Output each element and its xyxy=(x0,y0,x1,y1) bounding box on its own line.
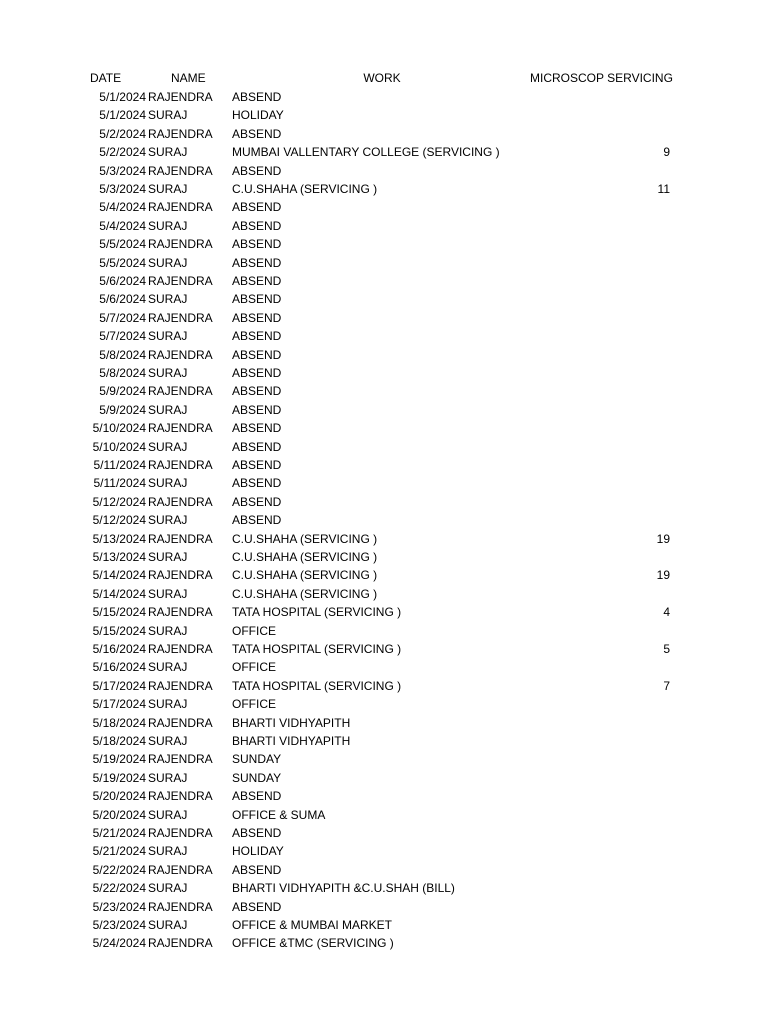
name-cell: RAJENDRA xyxy=(148,90,213,104)
microscope-servicing-cell xyxy=(540,364,670,382)
date-cell: 5/11/2024 xyxy=(93,458,146,472)
work-cell: ABSEND xyxy=(232,402,282,417)
name-cell: SURAJ xyxy=(148,807,188,822)
date-cell: 5/7/2024 xyxy=(99,329,146,344)
table-row xyxy=(0,254,768,272)
name-cell: RAJENDRA xyxy=(148,126,213,141)
microscope-servicing-cell xyxy=(540,327,670,345)
name-cell: SURAJ xyxy=(148,439,188,454)
microscope-servicing-cell xyxy=(540,714,670,732)
date-cell: 5/2/2024 xyxy=(99,145,146,160)
microscope-servicing-cell xyxy=(540,879,670,897)
table-row xyxy=(0,566,768,584)
date-cell: 5/11/2024 xyxy=(93,476,146,491)
table-row xyxy=(0,143,768,161)
table-row xyxy=(0,714,768,732)
name-cell: RAJENDRA xyxy=(148,200,213,215)
name-cell: SURAJ xyxy=(148,881,188,896)
date-cell: 5/6/2024 xyxy=(99,274,146,288)
microscope-servicing-cell xyxy=(540,695,670,713)
name-cell: RAJENDRA xyxy=(148,310,213,325)
table-row xyxy=(0,898,768,916)
name-cell: RAJENDRA xyxy=(148,789,213,804)
table-row xyxy=(0,438,768,456)
work-cell: ABSEND xyxy=(232,218,282,233)
table-row xyxy=(0,456,768,474)
name-cell: SURAJ xyxy=(148,255,188,270)
date-column-header: DATE xyxy=(90,71,122,85)
work-cell: SUNDAY xyxy=(232,770,282,785)
work-cell: ABSEND xyxy=(232,237,282,252)
table-row xyxy=(0,769,768,787)
table-row xyxy=(0,346,768,364)
microscope-servicing-cell xyxy=(540,511,670,529)
work-cell: C.U.SHAHA (SERVICING ) xyxy=(232,550,378,564)
name-cell: SURAJ xyxy=(148,145,188,160)
work-cell: BHARTI VIDHYAPITH xyxy=(232,734,351,748)
work-cell: C.U.SHAHA (SERVICING ) xyxy=(232,568,378,583)
work-cell: OFFICE & SUMA xyxy=(232,807,326,822)
name-cell: SURAJ xyxy=(148,550,188,564)
table-row xyxy=(0,401,768,419)
table-row xyxy=(0,640,768,658)
name-cell: SURAJ xyxy=(148,660,188,675)
table-row xyxy=(0,695,768,713)
date-cell: 5/6/2024 xyxy=(99,292,146,307)
name-cell: SURAJ xyxy=(148,218,188,233)
table-row xyxy=(0,217,768,235)
table-row xyxy=(0,530,768,548)
work-cell: ABSEND xyxy=(232,163,282,178)
name-cell: SURAJ xyxy=(148,366,188,380)
microscope-servicing-cell xyxy=(540,842,670,860)
table-row xyxy=(0,750,768,768)
date-cell: 5/7/2024 xyxy=(99,310,146,325)
name-cell: SURAJ xyxy=(148,329,188,344)
date-cell: 5/18/2024 xyxy=(92,734,146,748)
name-cell: RAJENDRA xyxy=(148,862,213,877)
work-cell: ABSEND xyxy=(232,899,282,914)
microscope-servicing-cell xyxy=(540,548,670,566)
work-cell: ABSEND xyxy=(232,826,282,840)
microscope-servicing-cell xyxy=(540,861,670,879)
table-row xyxy=(0,382,768,400)
work-cell: ABSEND xyxy=(232,90,282,104)
name-cell: RAJENDRA xyxy=(148,274,213,288)
microscope-servicing-cell xyxy=(540,658,670,676)
name-cell: SURAJ xyxy=(148,586,188,601)
name-cell: SURAJ xyxy=(148,734,188,748)
table-row xyxy=(0,419,768,437)
date-cell: 5/15/2024 xyxy=(92,623,146,638)
name-cell: SURAJ xyxy=(148,476,188,491)
name-cell: RAJENDRA xyxy=(148,642,213,656)
microscope-servicing-cell xyxy=(540,198,670,216)
microscope-servicing-cell xyxy=(540,254,670,272)
name-cell: SURAJ xyxy=(148,292,188,307)
table-row xyxy=(0,916,768,934)
date-cell: 5/18/2024 xyxy=(92,715,146,730)
name-cell: SURAJ xyxy=(148,623,188,638)
table-row xyxy=(0,88,768,106)
name-cell: RAJENDRA xyxy=(148,899,213,914)
work-cell: ABSEND xyxy=(232,347,282,362)
name-cell: RAJENDRA xyxy=(148,458,213,472)
microscope-servicing-cell xyxy=(540,824,670,842)
work-cell: ABSEND xyxy=(232,292,282,307)
date-cell: 5/4/2024 xyxy=(99,200,146,215)
name-cell: SURAJ xyxy=(148,108,188,123)
name-cell: SURAJ xyxy=(148,770,188,785)
name-column-header: NAME xyxy=(171,71,206,85)
microscope-servicing-cell: 19 xyxy=(656,568,670,583)
microscope-servicing-cell xyxy=(540,309,670,327)
work-cell: ABSEND xyxy=(232,274,282,288)
table-row xyxy=(0,806,768,824)
date-cell: 5/4/2024 xyxy=(99,218,146,233)
work-cell: ABSEND xyxy=(232,789,282,804)
work-cell: ABSEND xyxy=(232,439,282,454)
microscope-servicing-cell xyxy=(540,88,670,106)
work-column-header: WORK xyxy=(363,71,401,85)
work-cell: HOLIDAY xyxy=(232,108,284,123)
microscope-servicing-cell xyxy=(540,382,670,400)
microscope-servicing-cell xyxy=(540,162,670,180)
microscope-servicing-cell xyxy=(540,346,670,364)
microscope-servicing-cell xyxy=(540,732,670,750)
date-cell: 5/9/2024 xyxy=(99,384,146,399)
name-cell: RAJENDRA xyxy=(148,715,213,730)
table-row xyxy=(0,180,768,198)
microscope-servicing-cell xyxy=(540,750,670,768)
name-cell: RAJENDRA xyxy=(148,494,213,509)
work-cell: SUNDAY xyxy=(232,752,282,767)
table-row xyxy=(0,309,768,327)
microscope-servicing-cell xyxy=(540,474,670,492)
date-cell: 5/19/2024 xyxy=(92,752,146,767)
name-cell: RAJENDRA xyxy=(148,237,213,252)
table-row xyxy=(0,198,768,216)
microscope-servicing-cell: 19 xyxy=(656,531,670,546)
work-cell: C.U.SHAHA (SERVICING ) xyxy=(232,182,378,196)
name-cell: SURAJ xyxy=(148,402,188,417)
date-cell: 5/23/2024 xyxy=(92,918,146,932)
name-cell: RAJENDRA xyxy=(148,421,213,436)
work-cell: ABSEND xyxy=(232,494,282,509)
table-row xyxy=(0,511,768,529)
microscope-servicing-cell xyxy=(540,898,670,916)
date-cell: 5/22/2024 xyxy=(92,881,146,896)
date-cell: 5/10/2024 xyxy=(92,421,146,436)
table-row xyxy=(0,493,768,511)
date-cell: 5/12/2024 xyxy=(92,494,146,509)
name-cell: SURAJ xyxy=(148,844,188,859)
microscope-servicing-cell xyxy=(540,235,670,253)
name-cell: RAJENDRA xyxy=(148,605,213,620)
work-cell: ABSEND xyxy=(232,310,282,325)
microscope-servicing-cell xyxy=(540,934,670,952)
work-cell: OFFICE xyxy=(232,623,276,638)
table-row xyxy=(0,272,768,290)
date-cell: 5/10/2024 xyxy=(92,439,146,454)
work-cell: ABSEND xyxy=(232,421,282,436)
microscope-servicing-cell xyxy=(540,806,670,824)
work-cell: HOLIDAY xyxy=(232,844,284,859)
table-row xyxy=(0,879,768,897)
name-cell: SURAJ xyxy=(148,182,188,196)
date-cell: 5/17/2024 xyxy=(92,678,146,693)
name-cell: RAJENDRA xyxy=(148,678,213,693)
date-cell: 5/21/2024 xyxy=(92,826,146,840)
table-row xyxy=(0,327,768,345)
microscope-servicing-cell xyxy=(540,419,670,437)
name-cell: RAJENDRA xyxy=(148,936,213,951)
microscope-servicing-cell xyxy=(540,622,670,640)
date-cell: 5/14/2024 xyxy=(92,586,146,601)
table-row xyxy=(0,364,768,382)
date-cell: 5/23/2024 xyxy=(92,899,146,914)
work-cell: ABSEND xyxy=(232,476,282,491)
table-row xyxy=(0,235,768,253)
table-row xyxy=(0,861,768,879)
name-cell: RAJENDRA xyxy=(148,826,213,840)
microscope-servicing-cell xyxy=(540,125,670,143)
table-row xyxy=(0,162,768,180)
microscope-servicing-cell xyxy=(540,106,670,124)
date-cell: 5/3/2024 xyxy=(99,182,146,196)
microscope-servicing-cell xyxy=(540,272,670,290)
work-cell: TATA HOSPITAL (SERVICING ) xyxy=(232,642,402,656)
name-cell: SURAJ xyxy=(148,918,188,932)
table-row xyxy=(0,732,768,750)
table-row xyxy=(0,125,768,143)
microscope-servicing-cell: 9 xyxy=(663,145,670,160)
work-cell: TATA HOSPITAL (SERVICING ) xyxy=(232,605,402,620)
name-cell: RAJENDRA xyxy=(148,752,213,767)
work-cell: OFFICE xyxy=(232,697,276,712)
microscope-servicing-cell xyxy=(540,438,670,456)
work-cell: OFFICE &TMC (SERVICING ) xyxy=(232,936,394,951)
table-row xyxy=(0,474,768,492)
table-row xyxy=(0,934,768,952)
work-cell: C.U.SHAHA (SERVICING ) xyxy=(232,531,378,546)
microscope-servicing-cell xyxy=(540,787,670,805)
work-cell: ABSEND xyxy=(232,126,282,141)
name-cell: SURAJ xyxy=(148,513,188,528)
table-row xyxy=(0,603,768,621)
table-row xyxy=(0,677,768,695)
date-cell: 5/16/2024 xyxy=(92,642,146,656)
name-cell: RAJENDRA xyxy=(148,531,213,546)
table-row xyxy=(0,842,768,860)
work-cell: ABSEND xyxy=(232,862,282,877)
table-row xyxy=(0,290,768,308)
date-cell: 5/9/2024 xyxy=(99,402,146,417)
microscope-servicing-cell xyxy=(540,401,670,419)
date-cell: 5/20/2024 xyxy=(92,807,146,822)
microscope-servicing-cell xyxy=(540,769,670,787)
microscope-servicing-column-header: MICROSCOP SERVICING xyxy=(530,71,673,85)
table-row xyxy=(0,548,768,566)
work-cell: C.U.SHAHA (SERVICING ) xyxy=(232,586,378,601)
work-cell: BHARTI VIDHYAPITH &C.U.SHAH (BILL) xyxy=(232,881,455,896)
date-cell: 5/20/2024 xyxy=(92,789,146,804)
date-cell: 5/13/2024 xyxy=(92,531,146,546)
date-cell: 5/3/2024 xyxy=(99,163,146,178)
date-cell: 5/16/2024 xyxy=(92,660,146,675)
microscope-servicing-cell xyxy=(540,916,670,934)
work-cell: ABSEND xyxy=(232,366,282,380)
microscope-servicing-cell: 11 xyxy=(657,182,670,196)
name-cell: RAJENDRA xyxy=(148,384,213,399)
table-row xyxy=(0,787,768,805)
date-cell: 5/2/2024 xyxy=(99,126,146,141)
date-cell: 5/14/2024 xyxy=(92,568,146,583)
date-cell: 5/1/2024 xyxy=(99,108,146,123)
microscope-servicing-cell: 7 xyxy=(663,678,670,693)
work-cell: OFFICE & MUMBAI MARKET xyxy=(232,918,393,932)
table-row xyxy=(0,824,768,842)
table-row xyxy=(0,622,768,640)
microscope-servicing-cell xyxy=(540,290,670,308)
date-cell: 5/12/2024 xyxy=(92,513,146,528)
work-cell: ABSEND xyxy=(232,200,282,215)
work-cell: ABSEND xyxy=(232,255,282,270)
date-cell: 5/22/2024 xyxy=(92,862,146,877)
name-cell: RAJENDRA xyxy=(148,163,213,178)
name-cell: RAJENDRA xyxy=(148,347,213,362)
microscope-servicing-cell xyxy=(540,456,670,474)
date-cell: 5/15/2024 xyxy=(92,605,146,620)
microscope-servicing-cell xyxy=(540,493,670,511)
microscope-servicing-cell: 4 xyxy=(663,605,670,620)
date-cell: 5/24/2024 xyxy=(92,936,146,951)
microscope-servicing-cell: 5 xyxy=(663,642,670,656)
date-cell: 5/1/2024 xyxy=(99,90,146,104)
date-cell: 5/19/2024 xyxy=(92,770,146,785)
date-cell: 5/13/2024 xyxy=(92,550,146,564)
work-cell: ABSEND xyxy=(232,384,282,399)
date-cell: 5/5/2024 xyxy=(99,255,146,270)
table-row xyxy=(0,585,768,603)
microscope-servicing-cell xyxy=(540,217,670,235)
date-cell: 5/17/2024 xyxy=(92,697,146,712)
work-cell: ABSEND xyxy=(232,513,282,528)
date-cell: 5/21/2024 xyxy=(92,844,146,859)
work-cell: TATA HOSPITAL (SERVICING ) xyxy=(232,678,402,693)
header-row xyxy=(0,69,768,87)
date-cell: 5/8/2024 xyxy=(99,347,146,362)
date-cell: 5/5/2024 xyxy=(99,237,146,252)
name-cell: SURAJ xyxy=(148,697,188,712)
name-cell: RAJENDRA xyxy=(148,568,213,583)
microscope-servicing-cell xyxy=(540,585,670,603)
table-row xyxy=(0,106,768,124)
work-cell: OFFICE xyxy=(232,660,276,675)
work-cell: BHARTI VIDHYAPITH xyxy=(232,715,351,730)
work-cell: MUMBAI VALLENTARY COLLEGE (SERVICING ) xyxy=(232,145,500,160)
work-cell: ABSEND xyxy=(232,458,282,472)
work-cell: ABSEND xyxy=(232,329,282,344)
date-cell: 5/8/2024 xyxy=(99,366,146,380)
table-row xyxy=(0,658,768,676)
